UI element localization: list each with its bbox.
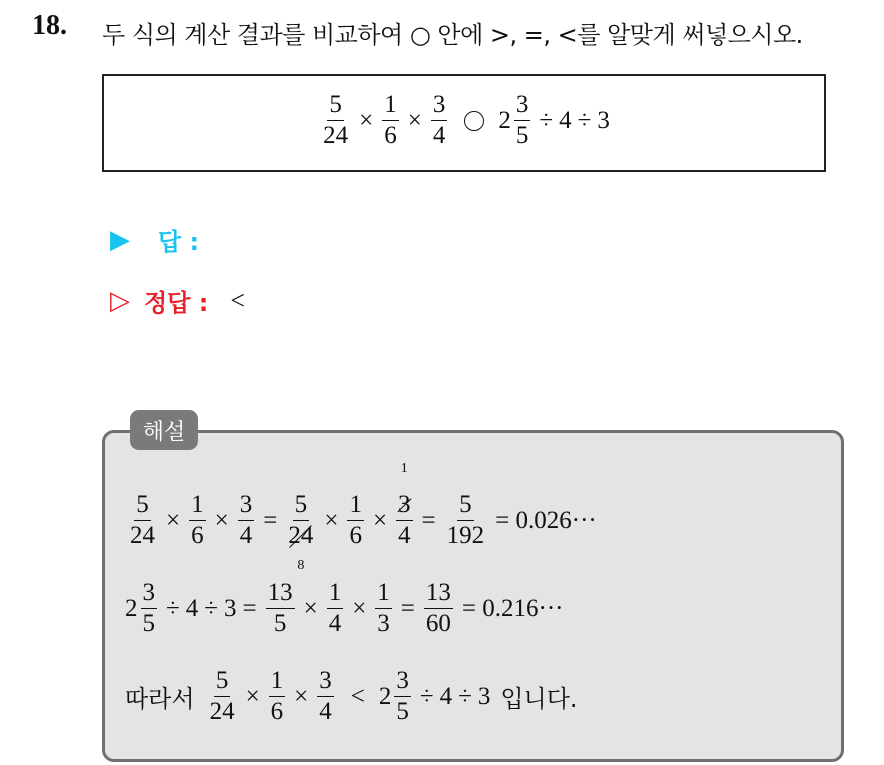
- correct-answer-label: 정답 :: [144, 289, 209, 317]
- play-arrow-icon: ▶: [110, 224, 130, 255]
- fraction: $\frac{3}{4}$: [432, 91, 446, 150]
- expression-box: [102, 74, 826, 172]
- solution-line-3: 따라서 $\frac{5}{24}$ × $\frac{1}{6}$ × $\frac{3}{4}$ < 2 $\frac{3}{5}$ ÷ 4 ÷ 3 입니다.: [125, 667, 578, 726]
- fraction: $\frac{5}{24}$: [323, 91, 349, 150]
- blank-circle: [464, 111, 484, 131]
- solution-line-2: 2 $\frac{3}{5}$ ÷ 4 ÷ 3 = $\frac{13}{5}$ × $\frac{1}{4}$ × $\frac{1}{3}$ = $\frac{13}{60}$ = 0.216···: [125, 579, 564, 638]
- fraction: $\frac{3}{5}$: [515, 91, 529, 150]
- mixed-whole: 2: [498, 106, 511, 134]
- outline-arrow-icon: ▷: [110, 285, 130, 316]
- question-number: 18.: [32, 10, 67, 41]
- cancel-fraction: 3 1 4: [398, 461, 411, 550]
- question-text: 두 식의 계산 결과를 비교하여 ○ 안에 >, =, <를 알맞게 써넣으시오.: [102, 21, 803, 49]
- correct-answer-row: [110, 283, 245, 318]
- solution-line-1: $\frac{5}{24}$ × $\frac{1}{6}$ × $\frac{3}{4}$ = 5 24 8 × $\frac{1}{6}$ × 3 1 4 = $\frac{5}{192}$ = 0.026···: [130, 461, 597, 573]
- comparison-expression: $\frac{5}{24}$ × $\frac{1}{6}$ × $\frac{3}{4}$ 2 $\frac{3}{5}$ ÷ 4 ÷ 3: [323, 91, 610, 150]
- cancel-fraction: 5 24 8: [288, 491, 314, 573]
- answer-label: 답 :: [158, 228, 200, 256]
- correct-answer-value: <: [230, 285, 245, 315]
- fraction: $\frac{1}{6}$: [384, 91, 397, 150]
- solution-tag: 해설: [130, 410, 198, 450]
- answer-row: [110, 222, 199, 257]
